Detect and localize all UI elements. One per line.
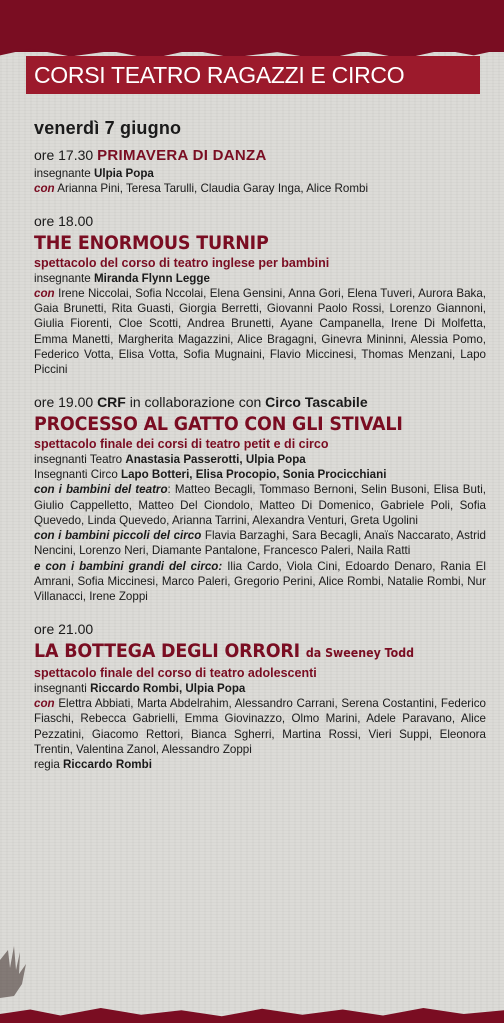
group-names: Ilia Cardo, Viola Cini, Edoardo Denaro, Rania El Amrani, Sofia Miccinesi, Marco Paleri, Gregorio Perini, Alice Rombi, Natalie Rombi, Nur Villanacci, Irene Zoppi: [34, 559, 486, 604]
event-processo: [34, 392, 486, 605]
handprint-icon: [0, 940, 30, 1000]
teacher-label: insegnante: [34, 271, 91, 285]
page-title: CORSI TEATRO RAGAZZI E CIRCO: [26, 56, 480, 94]
spacer: [34, 378, 486, 392]
spacer: [34, 197, 486, 211]
small-circus-paragraph: [34, 528, 486, 559]
teachers-line: [34, 681, 486, 696]
cast-paragraph: [34, 286, 486, 378]
event-time: ore 19.00: [34, 393, 94, 410]
event-title: PROCESSO AL GATTO CON GLI STIVALI: [34, 412, 403, 435]
teachers-names: Lapo Botteri, Elisa Procopio, Sonia Procicchiani: [121, 467, 387, 481]
teacher-line: [34, 166, 486, 181]
theatre-teachers-line: [34, 452, 486, 467]
teachers-label: Insegnanti Circo: [34, 467, 118, 481]
event-title-suffix: da Sweeney Todd: [305, 645, 415, 660]
event-subtitle: spettacolo finale del corso di teatro adolescenti: [34, 665, 317, 680]
teachers-label: insegnanti Teatro: [34, 452, 123, 466]
circus-teachers-line: [34, 467, 486, 482]
group-names: : Matteo Becagli, Tommaso Bernoni, Selin Busoni, Elisa Buti, Giulio Cappelletto, Matteo Del Ciondolo, Matteo Di Domenico, Gabriele Poli, Sofia Quevedo, Linda Quevedo, Arianna Tarrini, Alexandra Venturi, Greta Ugolini: [34, 483, 487, 527]
teacher-line: [34, 271, 486, 286]
teacher-label: insegnante: [34, 167, 91, 180]
organizer: CRF: [97, 393, 126, 410]
bottom-band: [0, 1008, 504, 1023]
teachers-names: Anastasia Passerotti, Ulpia Popa: [125, 452, 306, 466]
collab-text: in collaborazione con: [129, 393, 262, 410]
event-subtitle: spettacolo del corso di teatro inglese per bambini: [34, 255, 330, 270]
event-date: venerdì 7 giugno: [34, 118, 182, 138]
director-label: regia: [34, 758, 60, 772]
cast-names: Arianna Pini, Teresa Tarulli, Claudia Garay Inga, Alice Rombi: [57, 182, 369, 196]
cast-label: con: [34, 696, 55, 710]
event-time: ore 21.00: [34, 620, 94, 637]
event-bottega: [34, 619, 486, 773]
teacher-name: Ulpia Popa: [93, 167, 154, 180]
group-label: con i bambini piccoli del circo: [34, 529, 202, 543]
cast-names: Irene Niccolai, Sofia Nccolai, Elena Gensini, Anna Gori, Elena Tuveri, Aurora Baka, Gaia Brunetti, Rita Guasti, Giorgia Berretti, Giovanni Paolo Rossi, Lorenzo Giannoni, Giulia Fiorenti, Cloe Scotti, Andrea Brunetti, Ayane Campanella, Irene Di Molfetta, Emma Manetti, Margherita Magazzini, Alice Bragagni, Ginevra Mininni, Alessia Pomo, Federico Votta, Elisa Votta, Sofia Mugnaini, Flavio Miccinesi, Thomas Menzani, Lapo Piccini: [34, 286, 486, 377]
event-subtitle: spettacolo finale dei corsi di teatro petit e di circo: [34, 436, 329, 451]
teachers-names: Riccardo Rombi, Ulpia Popa: [90, 681, 246, 695]
event-primavera: [34, 145, 486, 197]
big-circus-paragraph: [34, 559, 486, 605]
spacer: [34, 605, 486, 619]
event-title: LA BOTTEGA DEGLI ORRORI: [34, 639, 300, 662]
event-title: THE ENORMOUS TURNIP: [34, 231, 269, 254]
event-time: ore 18.00: [34, 212, 94, 229]
cast-label: con: [34, 182, 55, 196]
director-name: Riccardo Rombi: [63, 758, 152, 772]
group-names: Flavia Barzaghi, Sara Becagli, Anaïs Naccarato, Astrid Nencini, Lorenzo Neri, Diamante Pantalone, Francesco Paleri, Naila Ratti: [34, 529, 486, 558]
group-label: con i bambini del teatro: [34, 483, 168, 497]
program-content: [34, 118, 486, 772]
teachers-label: insegnanti: [34, 681, 87, 695]
cast-label: con: [34, 286, 55, 300]
event-title: PRIMAVERA DI DANZA: [97, 147, 267, 164]
partner-name: Circo Tascabile: [265, 393, 368, 410]
group-label: e con i bambini grandi del circo:: [34, 559, 223, 573]
cast-paragraph: [34, 696, 486, 757]
event-title-line: [34, 639, 450, 665]
event-heading: [34, 392, 486, 412]
cast-names: Elettra Abbiati, Marta Abdelrahim, Alessandro Carrani, Serena Costantini, Federico Fiaschi, Rebecca Gabrielli, Emma Giovinazzo, Olmo Marini, Adele Paravano, Alice Pezzatini, Giacomo Rettori, Bianca Sgherri, Martina Rossi, Vieri Suppi, Eleonora Trentin, Valentina Zanol, Alessandro Zoppi: [34, 696, 486, 756]
director-line: [34, 757, 486, 772]
event-time: ore 17.30: [34, 147, 94, 163]
event-heading: [34, 145, 486, 166]
event-turnip: [34, 211, 486, 378]
teacher-name: Miranda Flynn Legge: [93, 271, 210, 285]
cast-line: [34, 181, 486, 196]
theatre-kids-paragraph: [34, 482, 486, 528]
